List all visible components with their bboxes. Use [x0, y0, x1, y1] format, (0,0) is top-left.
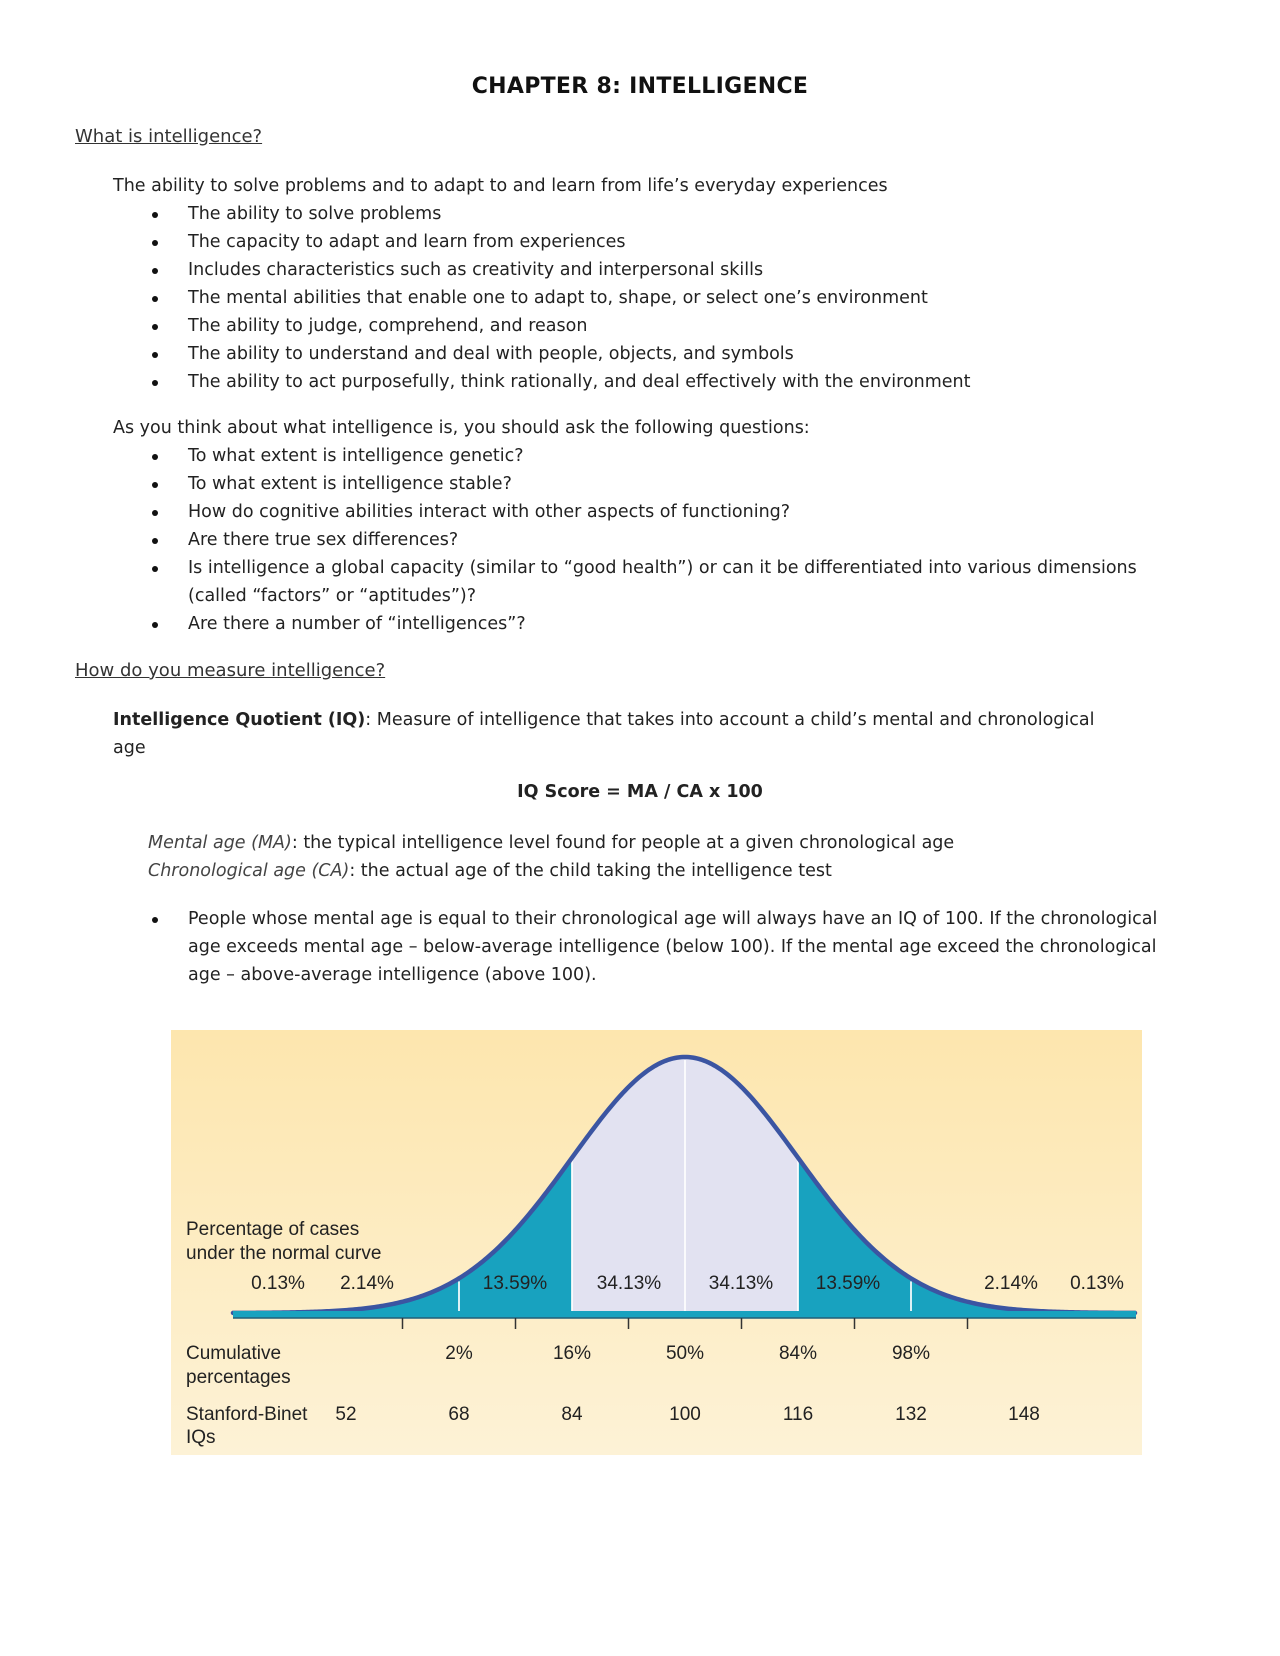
iq-tick-label: 148: [1008, 1404, 1040, 1425]
x-axis: [233, 1311, 1136, 1318]
iq-tick-label: 68: [448, 1404, 470, 1425]
iq-note: People whose mental age is equal to their chronological age will always have an IQ of 100. If the chronological age exceeds mental age – below-average intelligence (below 100). If the mental age exceed the chronological age – above-average intelligence (above 100).: [152, 905, 1172, 989]
iq-tick-label: 116: [782, 1404, 814, 1425]
cumulative-label-line1: Cumulative: [186, 1343, 282, 1364]
section-heading-what: What is intelligence?: [75, 126, 263, 147]
ma-term: Mental age (MA): [148, 833, 292, 853]
iq-term: Intelligence Quotient (IQ): [113, 710, 366, 730]
iq-label-line1: Stanford-Binet: [186, 1404, 308, 1425]
iq-note-list: [152, 905, 1172, 989]
cumulative-percentage-label: 2%: [445, 1343, 473, 1364]
iq-tick-label: 132: [895, 1404, 927, 1425]
list-item: The ability to act purposefully, think rationally, and deal effectively with the environment: [152, 368, 1182, 396]
cumulative-percentage-label: 16%: [552, 1343, 592, 1364]
iq-tick-label: 52: [335, 1404, 357, 1425]
ca-def: : the actual age of the child taking the intelligence test: [349, 861, 832, 881]
section-heading-measure: How do you measure intelligence?: [75, 660, 386, 681]
iq-tick-label: 84: [561, 1404, 583, 1425]
list-item: The ability to judge, comprehend, and reason: [152, 312, 1182, 340]
list-item: The ability to solve problems: [152, 200, 1182, 228]
band-percentage-label: 2.14%: [984, 1273, 1038, 1294]
page-title: CHAPTER 8: INTELLIGENCE: [471, 74, 809, 99]
age-definitions: [148, 829, 954, 885]
list-item: To what extent is intelligence stable?: [152, 470, 1182, 498]
band-percentage-label: 34.13%: [708, 1273, 774, 1294]
list-item: The mental abilities that enable one to adapt to, shape, or select one’s environment: [152, 284, 1182, 312]
list-item: How do cognitive abilities interact with other aspects of functioning?: [152, 498, 1182, 526]
list-item: Are there true sex differences?: [152, 526, 1182, 554]
iq-label-line2: IQs: [186, 1427, 216, 1448]
iq-tick-label: 100: [669, 1404, 701, 1425]
questions-intro: As you think about what intelligence is, you should ask the following questions:: [113, 418, 810, 438]
band-percentage-label: 0.13%: [251, 1273, 305, 1294]
normal-curve-svg: [171, 1030, 1142, 1455]
band-percentage-label: 0.13%: [1070, 1273, 1124, 1294]
questions-list: [152, 442, 1182, 638]
ma-def: : the typical intelligence level found for people at a given chronological age: [291, 833, 955, 853]
cumulative-percentage-label: 84%: [778, 1343, 818, 1364]
ca-term: Chronological age (CA): [148, 861, 350, 881]
band-percentage-label: 13.59%: [815, 1273, 881, 1294]
chart-title-line1: Percentage of cases: [186, 1219, 360, 1240]
iq-definition: [113, 706, 1103, 762]
list-item: Are there a number of “intelligences”?: [152, 610, 1182, 638]
list-item: The capacity to adapt and learn from experiences: [152, 228, 1182, 256]
cumulative-label-line2: percentages: [186, 1367, 291, 1388]
chart-title-line2: under the normal curve: [186, 1243, 382, 1264]
definition-intro: The ability to solve problems and to adapt to and learn from life’s everyday experiences: [113, 176, 888, 196]
list-item: Is intelligence a global capacity (similar to “good health”) or can it be differentiated into various dimensions (called “factors” or “aptitudes”)?: [152, 554, 1182, 610]
band-percentage-label: 2.14%: [340, 1273, 394, 1294]
iq-def: : Measure of intelligence that takes into account a child’s mental and chronological age: [113, 710, 1095, 758]
list-item: To what extent is intelligence genetic?: [152, 442, 1182, 470]
normal-curve-chart: [171, 1030, 1142, 1455]
cumulative-percentage-label: 98%: [891, 1343, 931, 1364]
list-item: The ability to understand and deal with people, objects, and symbols: [152, 340, 1182, 368]
definition-list: [152, 200, 1182, 396]
band-percentage-label: 13.59%: [482, 1273, 548, 1294]
cumulative-percentage-label: 50%: [665, 1343, 705, 1364]
list-item: Includes characteristics such as creativity and interpersonal skills: [152, 256, 1182, 284]
iq-formula: IQ Score = MA / CA x 100: [517, 782, 763, 802]
band-percentage-label: 34.13%: [596, 1273, 662, 1294]
